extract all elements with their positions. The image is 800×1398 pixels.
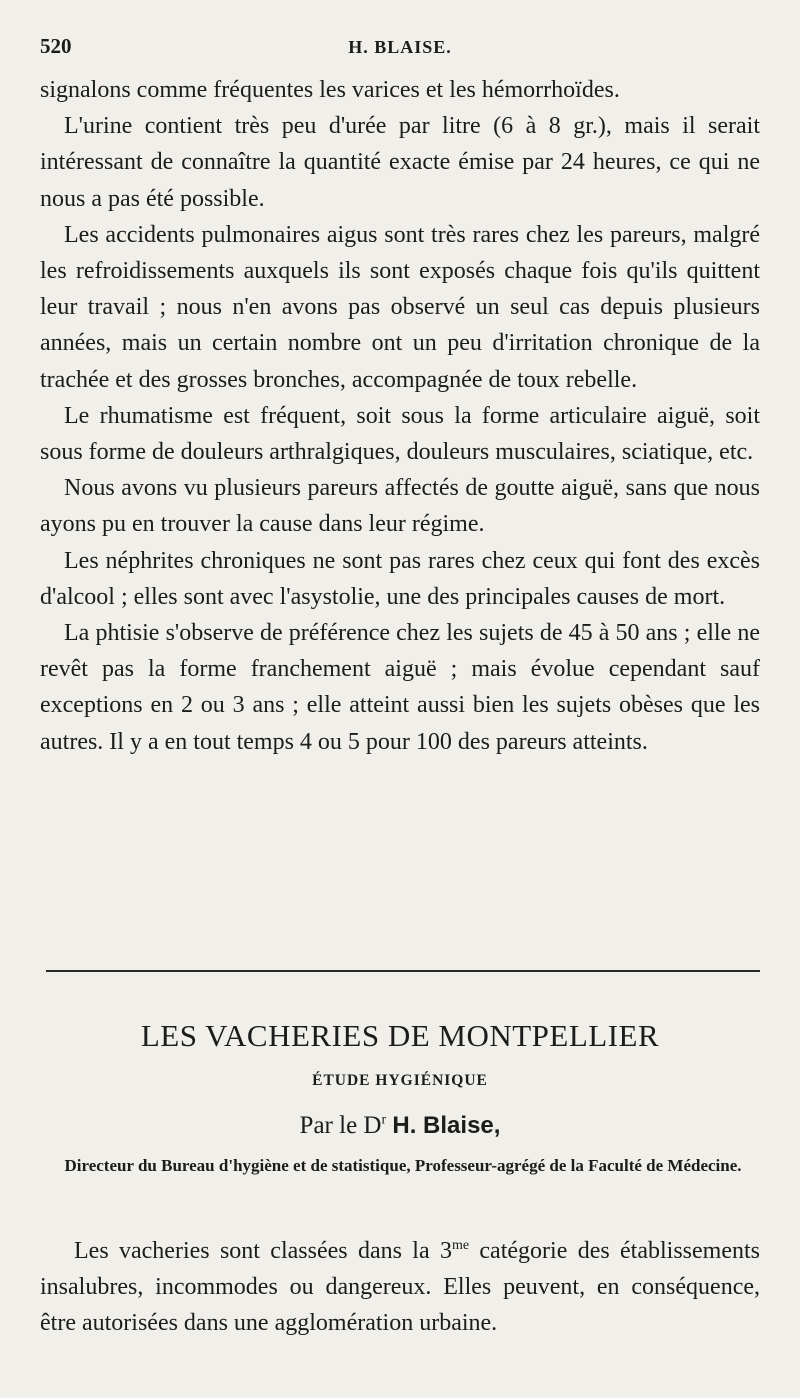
page-header: [40, 34, 760, 64]
section-divider: [46, 970, 760, 972]
paragraph-continuation: signalons comme fréquentes les varices et les hémorrhoïdes.: [40, 77, 620, 103]
byline-prefix: Par le D: [299, 1112, 382, 1139]
article-paragraph: [40, 1228, 760, 1342]
paragraph-rheumatism: Le rhumatisme est fréquent, soit sous la forme articulaire aiguë, soit sous forme de douleurs arthralgiques, douleurs musculaires, sciatique, etc.: [40, 402, 760, 466]
paragraph-phthisis: La phtisie s'observe de préférence chez les sujets de 45 à 50 ans ; elle ne revêt pas la forme franchement aiguë ; mais évolue cependant sauf exceptions en 2 ou 3 ans ; elle atteint aussi bien les sujets obèses que les autres. Il y a en tout temps 4 ou 5 pour 100 des pareurs atteints.: [40, 620, 760, 755]
paragraph-pulmonary: Les accidents pulmonaires aigus sont très rares chez les pareurs, malgré les refroidissements auxquels ils sont exposés chaque fois qu'ils quittent leur travail ; nous n'en avons pas observé un seul cas depuis plusieurs années, mais un certain nombre ont un peu d'irritation chronique de la trachée et des grosses bronches, accompagnée de toux rebelle.: [40, 221, 760, 393]
author-name: H. Blaise,: [392, 1112, 501, 1139]
author-affiliation: Directeur du Bureau d'hygiène et de statistique, Professeur-agrégé de la Faculté de Médecine.: [64, 1156, 742, 1175]
byline: [40, 1112, 760, 1140]
running-head: H. BLAISE.: [348, 37, 452, 57]
article-body-sup: me: [451, 1238, 470, 1253]
article-subtitle: ÉTUDE HYGIÉNIQUE: [312, 1072, 488, 1089]
article-title: LES VACHERIES DE MONTPELLIER: [140, 1018, 660, 1053]
article-body-end: catégorie des établissements insalubres, incommodes ou dangereux. Elles peuvent, en conséquence, être autorisées dans une agglomération urbaine.: [40, 1238, 760, 1337]
byline-sup: r: [381, 1112, 387, 1128]
page-number: 520: [40, 34, 72, 58]
paragraph-gout: Nous avons vu plusieurs pareurs affectés de goutte aiguë, sans que nous ayons pu en trouver la cause dans leur régime.: [40, 475, 760, 538]
article-body: [40, 1228, 760, 1342]
paragraph-urine: L'urine contient très peu d'urée par litre (6 à 8 gr.), mais il serait intéressant de connaître la quantité exacte émise par 24 heures, ce qui ne nous a pas été possible.: [40, 113, 760, 212]
paragraph-nephritis: Les néphrites chroniques ne sont pas rares chez ceux qui font des excès d'alcool ; elles sont avec l'asystolie, une des principales causes de mort.: [40, 547, 760, 610]
body-text: [40, 72, 760, 760]
article-body-start: Les vacheries sont classées dans la 3: [74, 1238, 452, 1264]
